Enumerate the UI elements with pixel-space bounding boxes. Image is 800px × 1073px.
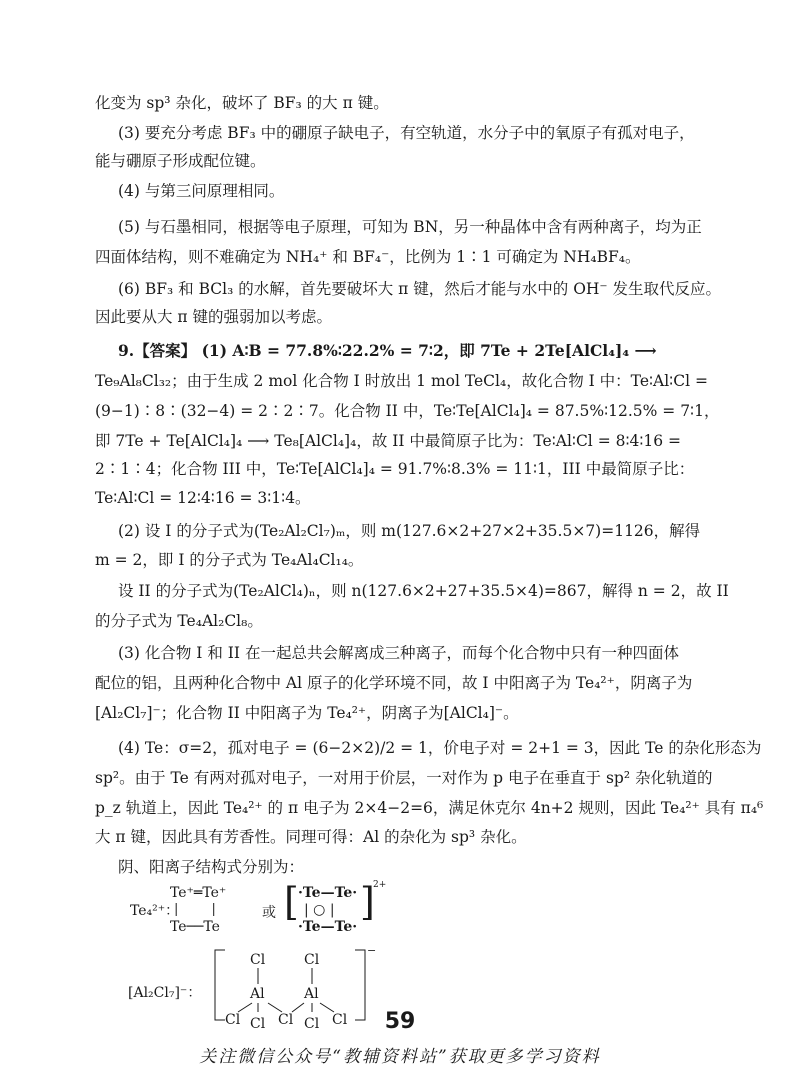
bracket-right: ] bbox=[360, 880, 375, 924]
text-line: 大 π 键，因此具有芳香性。同理可得：Al 的杂化为 sp³ 杂化。 bbox=[95, 828, 527, 846]
atom-cl: Cl bbox=[278, 1012, 294, 1028]
te4-left-top: Te⁺═Te⁺ bbox=[170, 885, 227, 901]
text-line: (5) 与石墨相同，根据等电子原理，可知为 BN，另一种晶体中含有两种离子，均为正 bbox=[118, 218, 702, 236]
text-line: (4) Te：σ=2，孤对电子 = (6−2×2)/2 = 1，价电子对 = 2+1 = 3，因此 Te 的杂化形态为 bbox=[118, 739, 762, 757]
text-line: p_z 轨道上，因此 Te₄²⁺ 的 π 电子为 2×4−2=6，满足休克尔 4n+2 规则，因此 Te₄²⁺ 具有 π₄⁶ bbox=[95, 799, 764, 817]
text-line: sp²。由于 Te 有两对孤对电子，一对用于价层，一对作为 p 电子在垂直于 sp² 杂化轨道的 bbox=[95, 769, 713, 787]
text-line: (6) BF₃ 和 BCl₃ 的水解，首先要破坏大 π 键，然后才能与水中的 OH⁻ 发生取代反应。 bbox=[118, 280, 722, 298]
footer-note: 关注微信公众号“教辅资料站”获取更多学习资料 bbox=[199, 1047, 601, 1067]
or-text: 或 bbox=[262, 905, 276, 921]
text-line: 能与硼原子形成配位键。 bbox=[95, 152, 266, 170]
atom-cl: Cl bbox=[304, 952, 320, 968]
text-line: (3) 要充分考虑 BF₃ 中的硼原子缺电子，有空轨道，水分子中的氧原子有孤对电子， bbox=[118, 124, 695, 142]
text-line: (4) 与第三问原理相同。 bbox=[118, 182, 285, 200]
text-line: [Al₂Cl₇]⁻；化合物 II 中阳离子为 Te₄²⁺，阴离子为[AlCl₄]⁻。 bbox=[95, 704, 519, 722]
atom-cl: Cl bbox=[332, 1012, 348, 1028]
page-number: 59 bbox=[384, 1009, 416, 1034]
text-line: 设 II 的分子式为(Te₂AlCl₄)ₙ，则 n(127.6×2+27+35.5×4)=867，解得 n = 2，故 II bbox=[118, 582, 729, 600]
atom-cl: Cl bbox=[250, 952, 266, 968]
text-line: 配位的铝，且两种化合物中 Al 原子的化学环境不同，故 I 中阳离子为 Te₄²⁺，阴离子为 bbox=[95, 674, 693, 692]
bracket-left: [ bbox=[284, 880, 299, 924]
te4-left-bottom: Te──Te bbox=[170, 919, 220, 935]
text-line: 因此要从大 π 键的强弱加以考虑。 bbox=[95, 308, 333, 326]
atom-al: Al bbox=[304, 986, 319, 1002]
atom-cl: Cl bbox=[304, 1016, 320, 1032]
text-line: 2∶1∶4；化合物 III 中，Te∶Te[AlCl₄]₄ = 91.7%∶8.3% = 11∶1，III 中最简原子比： bbox=[95, 460, 695, 478]
text-line: m = 2，即 I 的分子式为 Te₄Al₄Cl₁₄。 bbox=[95, 551, 364, 569]
text-line: 阴、阳离子结构式分别为： bbox=[118, 858, 305, 876]
atom-al: Al bbox=[250, 986, 265, 1002]
te4-right-top: ·Te—Te· bbox=[298, 885, 358, 901]
text-line: (3) 化合物 I 和 II 在一起总共会解离成三种离子，而每个化合物中只有一种四面体 bbox=[118, 644, 679, 662]
text-line: (9−1)∶8∶(32−4) = 2∶2∶7。化合物 II 中，Te∶Te[AlCl₄]₄ = 87.5%∶12.5% = 7∶1， bbox=[95, 402, 720, 420]
te4-label: Te₄²⁺： bbox=[130, 903, 180, 919]
text-line: (2) 设 I 的分子式为(Te₂Al₂Cl₇)ₘ，则 m(127.6×2+27×2+35.5×7)=1126，解得 bbox=[118, 522, 701, 540]
answer-heading-line: 9.【答案】 (1) A∶B = 77.8%∶22.2% = 7∶2，即 7Te + 2Te[AlCl₄]₄ ⟶ bbox=[118, 341, 657, 360]
text-line: Te₉Al₈Cl₃₂；由于生成 2 mol 化合物 I 时放出 1 mol TeCl₄，故化合物 I 中：Te∶Al∶Cl = bbox=[95, 372, 708, 390]
text-line: 化变为 sp³ 杂化，破坏了 BF₃ 的大 π 键。 bbox=[95, 94, 389, 112]
ring-symbol: | ○ | bbox=[304, 902, 335, 918]
charge-minus: − bbox=[367, 944, 377, 957]
atom-cl: Cl bbox=[225, 1012, 241, 1028]
te4-right-bottom: ·Te—Te· bbox=[298, 919, 358, 935]
text-line: 即 7Te + Te[AlCl₄]₄ ⟶ Te₈[AlCl₄]₄，故 II 中最简原子比为：Te∶Al∶Cl = 8∶4∶16 = bbox=[95, 432, 682, 450]
text-line: 四面体结构，则不难确定为 NH₄⁺ 和 BF₄⁻，比例为 1∶1 可确定为 NH₄BF₄。 bbox=[95, 248, 641, 266]
al2cl7-label: [Al₂Cl₇]⁻： bbox=[128, 985, 202, 1001]
atom-cl: Cl bbox=[250, 1016, 266, 1032]
text-line: 的分子式为 Te₄Al₂Cl₈。 bbox=[95, 612, 263, 630]
charge-label: 2+ bbox=[373, 880, 387, 890]
text-line: Te∶Al∶Cl = 12∶4∶16 = 3∶1∶4。 bbox=[95, 489, 311, 507]
bond-vertical: | | bbox=[174, 902, 216, 917]
